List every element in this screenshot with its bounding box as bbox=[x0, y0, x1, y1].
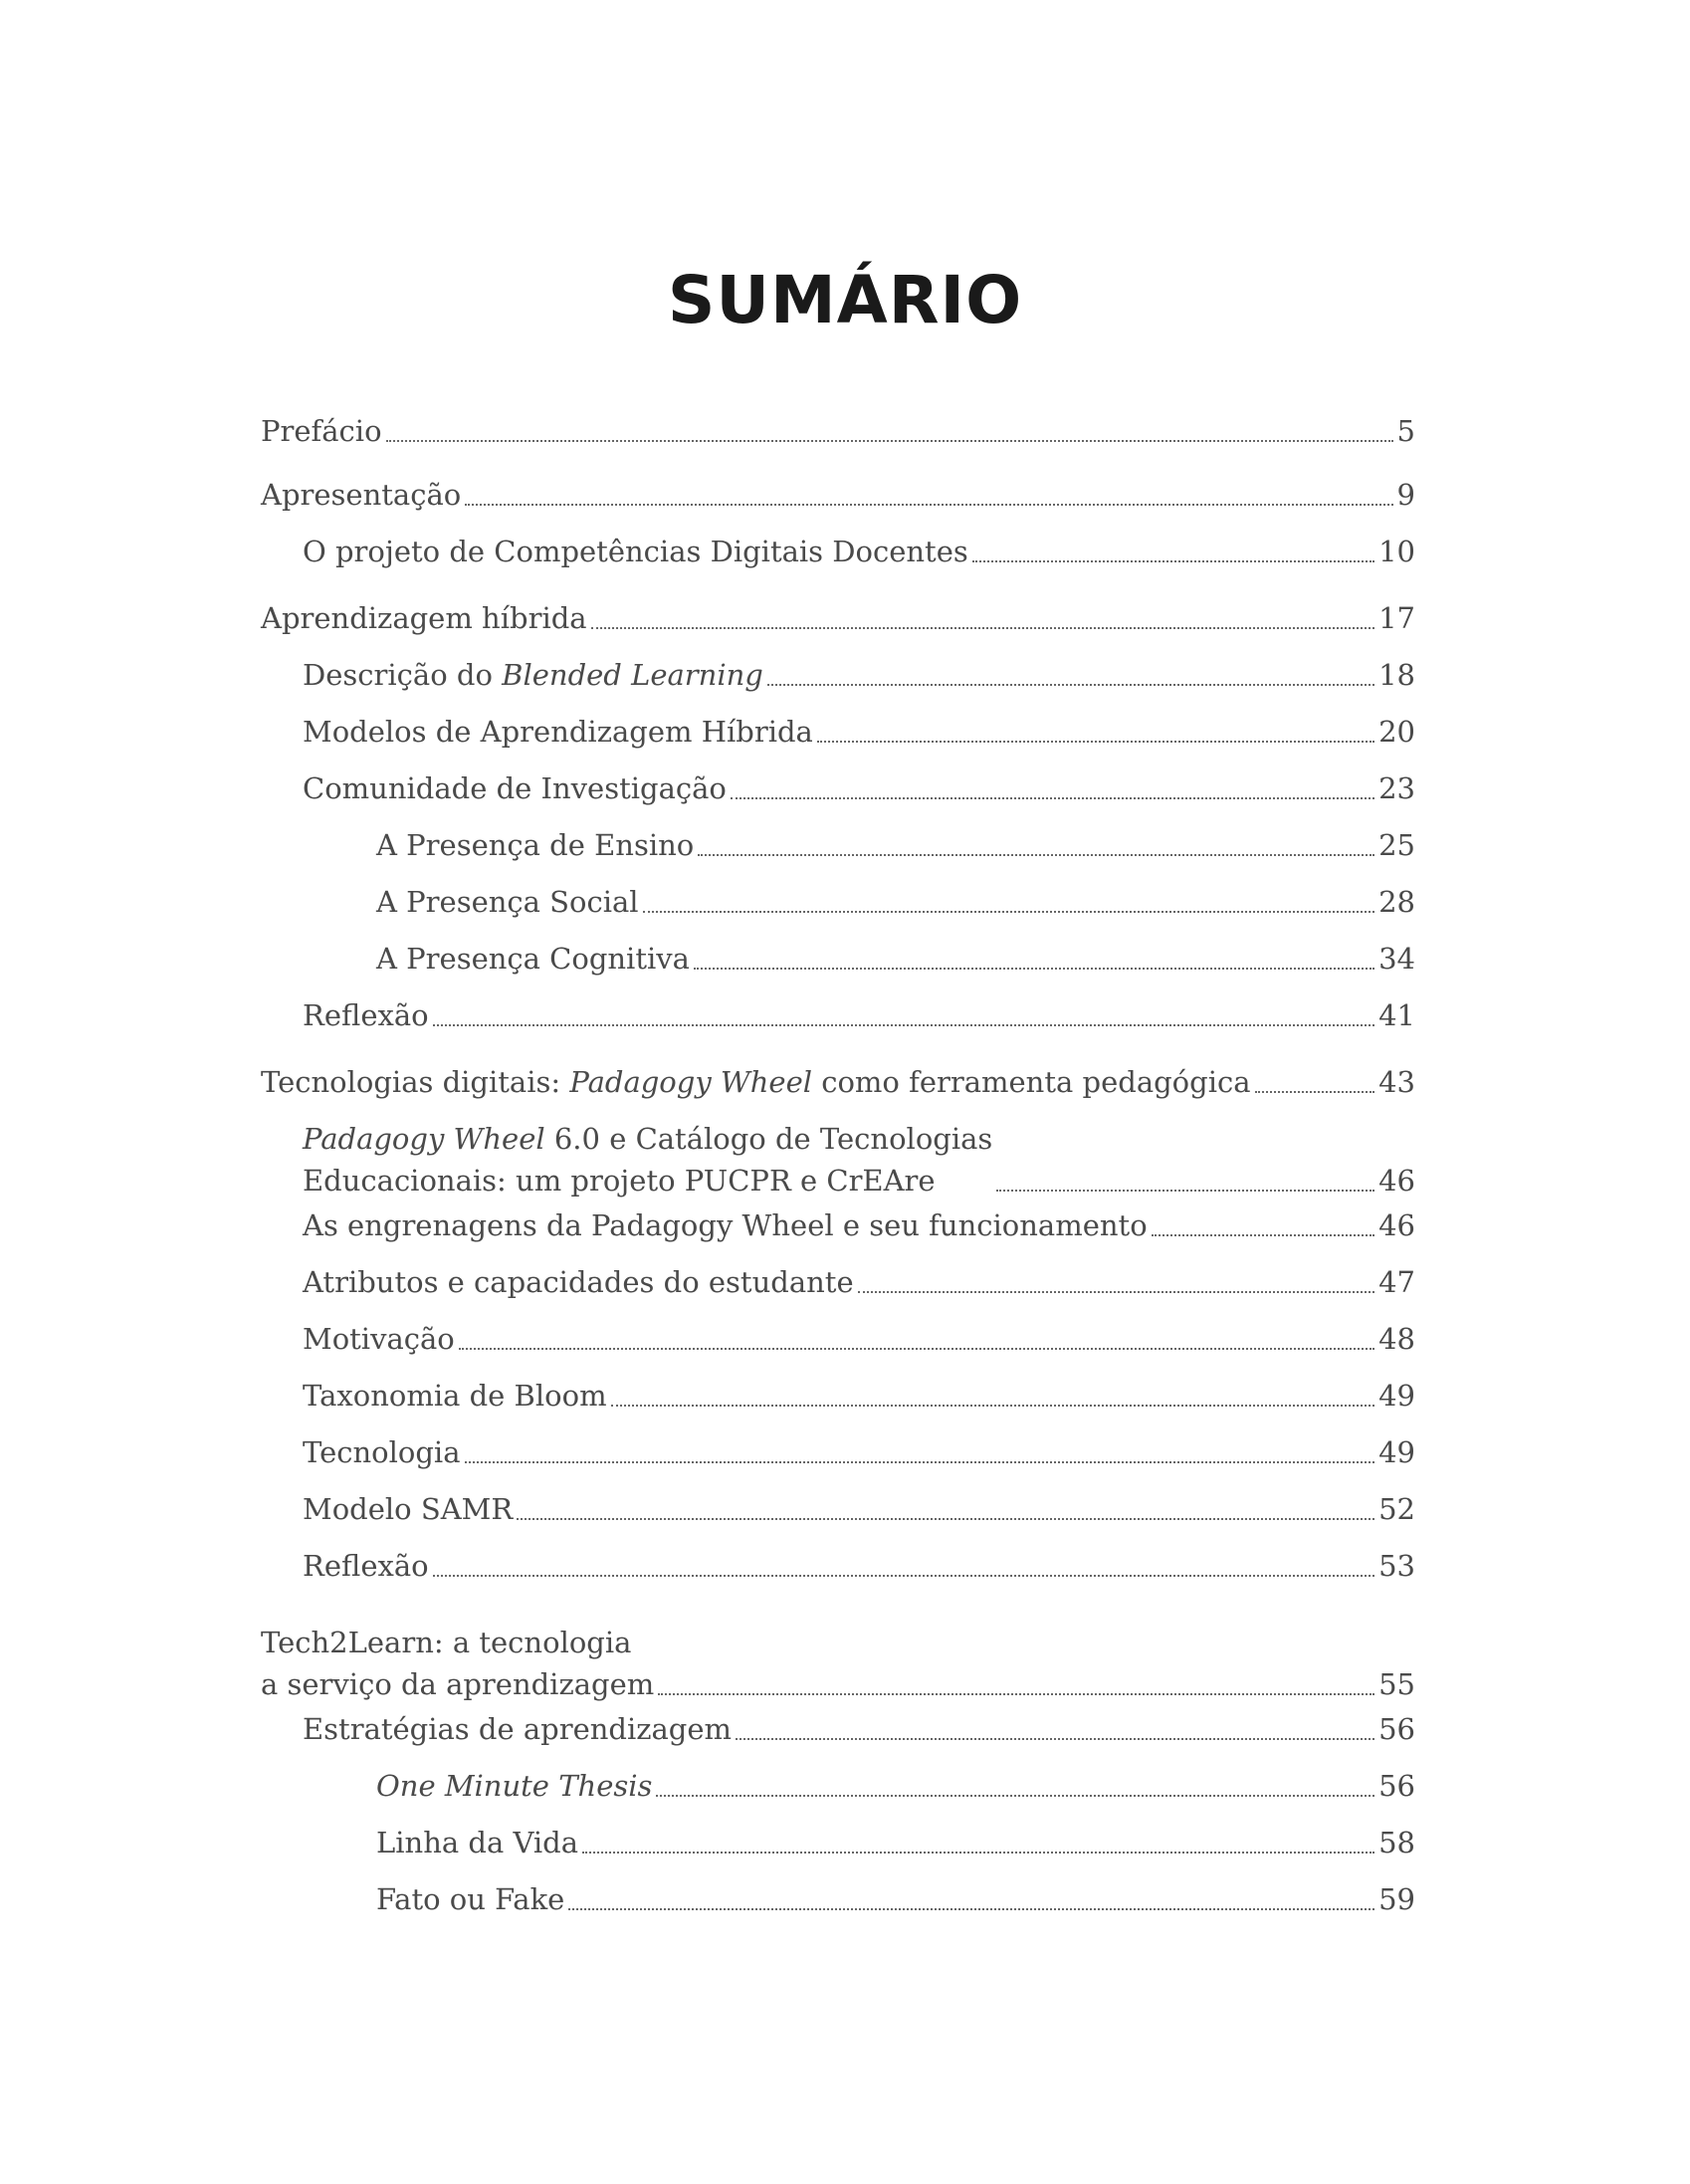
dot-leader bbox=[433, 1024, 1374, 1026]
toc-entry-title-part: One Minute Thesis bbox=[376, 1769, 653, 1803]
toc-entry-title-part: A Presença de Ensino bbox=[376, 828, 695, 862]
dot-leader bbox=[591, 627, 1375, 629]
toc-entry[interactable] bbox=[303, 531, 1415, 572]
dot-leader bbox=[698, 854, 1374, 856]
toc-entry-title-part: como ferramenta pedagógica bbox=[812, 1065, 1251, 1099]
toc-entry[interactable] bbox=[376, 938, 1415, 980]
toc-entry-title-part: Aprendizagem híbrida bbox=[261, 601, 587, 635]
toc-entry[interactable] bbox=[376, 824, 1415, 866]
toc-entry-title-part: Apresentação bbox=[261, 478, 462, 512]
toc-page-number: 34 bbox=[1378, 942, 1415, 976]
toc-page-number: 47 bbox=[1378, 1265, 1415, 1299]
toc-page-number: 49 bbox=[1378, 1435, 1415, 1469]
toc-entry-title bbox=[376, 881, 639, 923]
toc-entry[interactable] bbox=[303, 1118, 1415, 1201]
toc-page-number: 52 bbox=[1378, 1492, 1415, 1526]
toc-entry-title-part: Modelos de Aprendizagem Híbrida bbox=[303, 715, 813, 749]
page-title: SUMÁRIO bbox=[667, 262, 1023, 338]
toc-entry-title bbox=[303, 1375, 607, 1417]
toc-entry[interactable] bbox=[303, 1204, 1415, 1246]
toc-page-number: 59 bbox=[1378, 1882, 1415, 1916]
dot-leader bbox=[611, 1405, 1375, 1407]
toc-entry-title-part: A Presença Cognitiva bbox=[376, 942, 690, 976]
toc-entry[interactable] bbox=[303, 1318, 1415, 1360]
toc-entry-title-part: Tecnologias digitais: bbox=[261, 1065, 570, 1099]
toc-entry-title bbox=[376, 824, 694, 866]
toc-entry-title bbox=[376, 1878, 564, 1920]
toc-entry-title-part: Reflexão bbox=[303, 998, 429, 1032]
toc-page-number: 58 bbox=[1378, 1826, 1415, 1859]
toc-entry[interactable] bbox=[303, 1545, 1415, 1587]
toc-entry-title bbox=[303, 531, 968, 572]
toc-entry-title-part: 6.0 e Catálogo de Tecnologias Educacionais: um projeto PUCPR e CrEAre bbox=[303, 1122, 993, 1198]
toc-entry[interactable] bbox=[303, 1375, 1415, 1417]
toc-page-number: 5 bbox=[1396, 414, 1415, 448]
dot-leader bbox=[459, 1348, 1374, 1350]
toc-entry-title bbox=[261, 410, 382, 452]
toc-entry[interactable] bbox=[303, 654, 1415, 696]
toc-entry-title-part: Atributos e capacidades do estudante bbox=[303, 1265, 854, 1299]
toc-entry[interactable] bbox=[303, 767, 1415, 809]
toc-entry-title bbox=[376, 938, 690, 980]
dot-leader bbox=[817, 741, 1374, 743]
toc-entry-title bbox=[303, 711, 813, 753]
dot-leader bbox=[568, 1908, 1374, 1910]
toc-entry-title-part: Estratégias de aprendizagem bbox=[303, 1712, 733, 1746]
toc-page-number: 56 bbox=[1378, 1769, 1415, 1803]
toc-entry-title bbox=[303, 1545, 429, 1587]
toc-page-number: 23 bbox=[1378, 771, 1415, 805]
toc-page-number: 53 bbox=[1378, 1549, 1415, 1583]
toc-page-number: 46 bbox=[1378, 1208, 1415, 1242]
toc-page-number: 55 bbox=[1378, 1667, 1415, 1701]
dot-leader bbox=[996, 1190, 1374, 1192]
toc-entry[interactable] bbox=[303, 1708, 1415, 1750]
dot-leader bbox=[465, 1461, 1375, 1463]
toc-entry-title-part: Padagogy Wheel bbox=[303, 1122, 545, 1156]
dot-leader bbox=[767, 684, 1374, 686]
toc-entry[interactable] bbox=[376, 1878, 1415, 1920]
toc-entry-title-part: As engrenagens da Padagogy Wheel e seu funcionamento bbox=[303, 1208, 1148, 1242]
dot-leader bbox=[731, 797, 1374, 799]
toc-page-number: 41 bbox=[1378, 998, 1415, 1032]
dot-leader bbox=[972, 560, 1374, 562]
toc-entry-title-part: Descrição do bbox=[303, 658, 503, 692]
dot-leader bbox=[694, 968, 1374, 970]
toc-entry-title-part: Fato ou Fake bbox=[376, 1882, 565, 1916]
toc-entry-title bbox=[303, 767, 727, 809]
dot-leader bbox=[386, 440, 1393, 442]
toc-entry[interactable] bbox=[261, 1061, 1415, 1103]
toc-entry[interactable] bbox=[303, 711, 1415, 753]
toc-entry[interactable] bbox=[303, 1488, 1415, 1530]
toc-entry-title bbox=[261, 474, 461, 516]
dot-leader bbox=[658, 1693, 1374, 1695]
toc-entry[interactable] bbox=[376, 1765, 1415, 1807]
toc-entry-title bbox=[303, 1318, 455, 1360]
toc-entry-title bbox=[303, 1431, 461, 1473]
toc-page-number: 9 bbox=[1396, 478, 1415, 512]
toc-entry-title bbox=[261, 1622, 654, 1705]
toc-page-number: 56 bbox=[1378, 1712, 1415, 1746]
dot-leader bbox=[1255, 1091, 1375, 1093]
toc-entry-title bbox=[261, 1061, 1251, 1103]
toc-page-number: 20 bbox=[1378, 715, 1415, 749]
toc-entry-title-part: Tecnologia bbox=[303, 1435, 461, 1469]
toc-entry-title bbox=[303, 994, 429, 1036]
toc-page-number: 17 bbox=[1378, 601, 1415, 635]
toc-page-number: 28 bbox=[1378, 885, 1415, 919]
toc-entry-title bbox=[303, 1118, 992, 1201]
toc-entry-title bbox=[303, 654, 763, 696]
toc-entry-title bbox=[303, 1708, 732, 1750]
toc-entry-title-part: Comunidade de Investigação bbox=[303, 771, 727, 805]
toc-entry-title bbox=[376, 1822, 578, 1863]
toc-entry-title-part: Linha da Vida bbox=[376, 1826, 579, 1859]
toc-page-number: 10 bbox=[1378, 535, 1415, 568]
toc-page-number: 18 bbox=[1378, 658, 1415, 692]
toc-entry[interactable] bbox=[261, 597, 1415, 639]
toc-entry-title-part: Reflexão bbox=[303, 1549, 429, 1583]
toc-entry[interactable] bbox=[376, 1822, 1415, 1863]
toc-entry-title-part: Modelo SAMR bbox=[303, 1492, 514, 1526]
toc-page-number: 49 bbox=[1378, 1379, 1415, 1413]
toc-page-number: 48 bbox=[1378, 1322, 1415, 1356]
dot-leader bbox=[433, 1575, 1374, 1577]
toc-entry-title bbox=[261, 597, 587, 639]
toc-entry-title bbox=[303, 1261, 854, 1303]
dot-leader bbox=[643, 911, 1375, 913]
dot-leader bbox=[465, 504, 1392, 506]
dot-leader bbox=[736, 1738, 1374, 1740]
toc-entry-title-part: A Presença Social bbox=[376, 885, 639, 919]
toc-page-number: 43 bbox=[1378, 1065, 1415, 1099]
toc-page-number: 46 bbox=[1378, 1164, 1415, 1198]
dot-leader bbox=[858, 1291, 1374, 1293]
toc-entry-title-part: Blended Learning bbox=[502, 658, 763, 692]
toc-entry-title-part: O projeto de Competências Digitais Docentes bbox=[303, 535, 968, 568]
dot-leader bbox=[1152, 1234, 1374, 1236]
toc-entry-title bbox=[303, 1204, 1148, 1246]
toc-entry-title bbox=[376, 1765, 652, 1807]
dot-leader bbox=[517, 1518, 1374, 1520]
toc-entry[interactable] bbox=[376, 881, 1415, 923]
toc-entry[interactable] bbox=[303, 1261, 1415, 1303]
toc-entry[interactable] bbox=[261, 410, 1415, 452]
toc-page-number: 25 bbox=[1378, 828, 1415, 862]
toc-entry-title-part: Tech2Learn: a tecnologia a serviço da aprendizagem bbox=[261, 1626, 655, 1701]
dot-leader bbox=[656, 1795, 1374, 1797]
toc-entry-title-part: Padagogy Wheel bbox=[569, 1065, 813, 1099]
toc-entry-title bbox=[303, 1488, 513, 1530]
toc-entry[interactable] bbox=[303, 1431, 1415, 1473]
toc-entry-title-part: Motivação bbox=[303, 1322, 455, 1356]
toc-entry-title-part: Taxonomia de Bloom bbox=[303, 1379, 607, 1413]
toc-entry-title-part: Prefácio bbox=[261, 414, 382, 448]
toc-entry[interactable] bbox=[261, 1622, 1415, 1705]
dot-leader bbox=[582, 1852, 1374, 1854]
toc-entry[interactable] bbox=[261, 474, 1415, 516]
toc-entry[interactable] bbox=[303, 994, 1415, 1036]
